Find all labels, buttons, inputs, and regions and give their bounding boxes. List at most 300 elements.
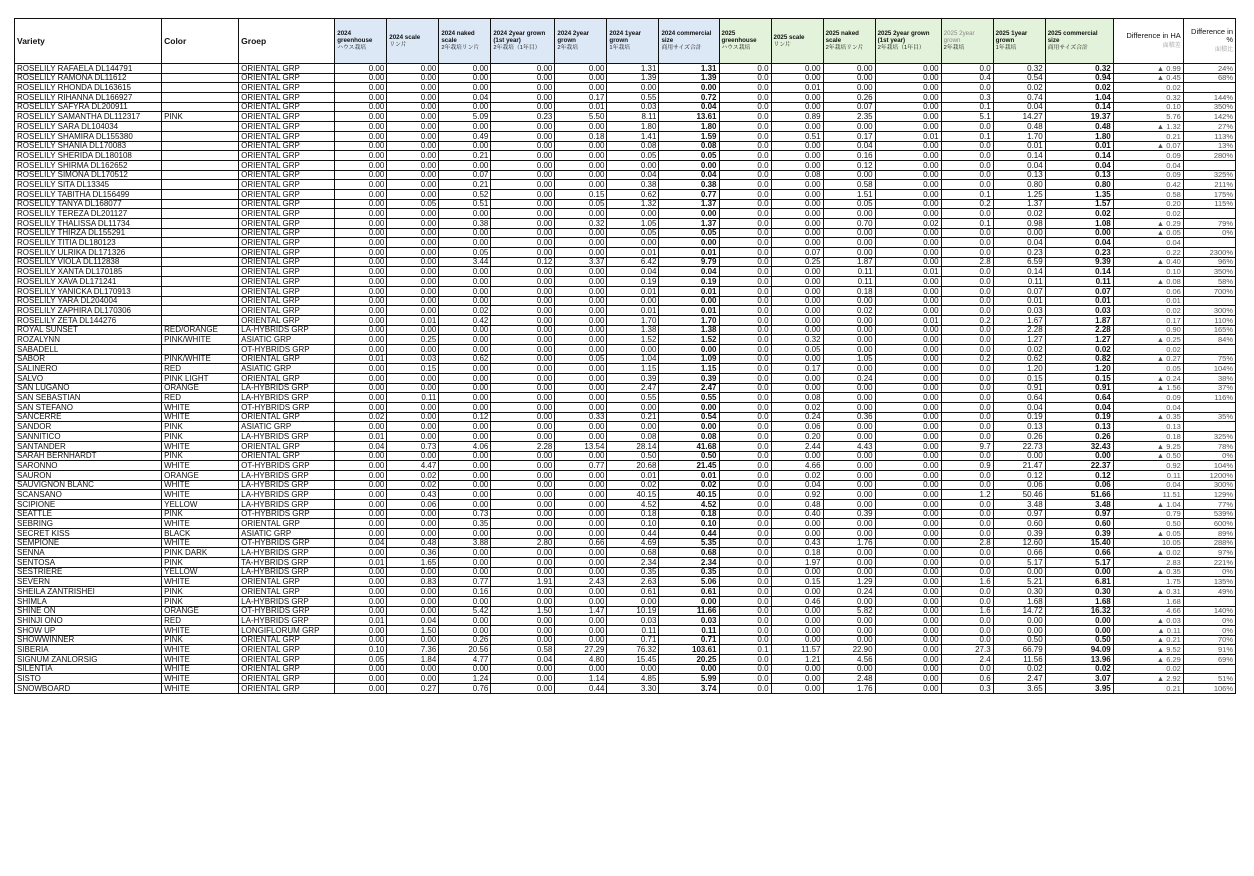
1year-2024-cell[interactable]: 0.02 [607, 480, 659, 490]
variety-cell[interactable]: SILENTIA [15, 664, 162, 674]
greenhouse-2025-cell[interactable]: 0.0 [719, 286, 771, 296]
scale-2025-cell[interactable]: 0.00 [771, 383, 823, 393]
color-cell[interactable] [162, 257, 239, 267]
variety-cell[interactable]: ROSELILY VIOLA DL112838 [15, 257, 162, 267]
2year-2024-cell[interactable]: 0.00 [555, 160, 607, 170]
difference-pct-cell[interactable]: 104% [1183, 461, 1235, 471]
variety-cell[interactable]: ROSELILY SIMONA DL170512 [15, 170, 162, 180]
naked-scale-2024-cell[interactable]: 5.42 [439, 606, 491, 616]
greenhouse-2025-cell[interactable]: 0.0 [719, 354, 771, 364]
scale-2025-cell[interactable]: 0.00 [771, 286, 823, 296]
groep-cell[interactable]: ORIENTAL GRP [239, 635, 335, 645]
commercial-2024-cell[interactable]: 1.37 [659, 199, 719, 209]
variety-cell[interactable]: SALINERO [15, 364, 162, 374]
difference-ha-cell[interactable]: 0.20 [1113, 199, 1183, 209]
2year-2025-cell[interactable]: 0.0 [941, 664, 993, 674]
commercial-2024-cell[interactable]: 0.11 [659, 625, 719, 635]
header-variety[interactable]: Variety [15, 19, 162, 64]
commercial-2024-cell[interactable]: 0.04 [659, 267, 719, 277]
variety-cell[interactable]: SEVERN [15, 577, 162, 587]
1year-2024-cell[interactable]: 0.00 [607, 296, 659, 306]
variety-cell[interactable]: ROSELILY THALISSA DL11734 [15, 219, 162, 229]
greenhouse-2025-cell[interactable]: 0.0 [719, 180, 771, 190]
variety-cell[interactable]: SENNA [15, 548, 162, 558]
2year-first-2024-cell[interactable]: 1.50 [491, 606, 555, 616]
2year-2024-cell[interactable]: 0.32 [555, 219, 607, 229]
commercial-2024-cell[interactable]: 21.45 [659, 461, 719, 471]
groep-cell[interactable]: ORIENTAL GRP [239, 354, 335, 364]
1year-2025-cell[interactable]: 0.91 [993, 383, 1045, 393]
header-difference-pct[interactable]: Difference in % 面積比 [1183, 19, 1235, 64]
1year-2024-cell[interactable]: 1.80 [607, 122, 659, 132]
2year-first-2024-cell[interactable]: 0.00 [491, 131, 555, 141]
commercial-2024-cell[interactable]: 0.00 [659, 596, 719, 606]
color-cell[interactable] [162, 209, 239, 219]
naked-scale-2025-cell[interactable]: 0.00 [823, 122, 875, 132]
commercial-2024-cell[interactable]: 0.10 [659, 519, 719, 529]
1year-2024-cell[interactable]: 0.00 [607, 596, 659, 606]
greenhouse-2024-cell[interactable]: 0.00 [335, 267, 387, 277]
difference-pct-cell[interactable]: 27% [1183, 122, 1235, 132]
1year-2024-cell[interactable]: 28.14 [607, 441, 659, 451]
2year-first-2024-cell[interactable]: 0.00 [491, 674, 555, 684]
1year-2025-cell[interactable]: 0.12 [993, 470, 1045, 480]
greenhouse-2025-cell[interactable]: 0.0 [719, 664, 771, 674]
scale-2024-cell[interactable]: 0.00 [387, 451, 439, 461]
commercial-2024-cell[interactable]: 41.68 [659, 441, 719, 451]
scale-2024-cell[interactable]: 0.27 [387, 684, 439, 694]
2year-2025-cell[interactable]: 0.0 [941, 499, 993, 509]
naked-scale-2025-cell[interactable]: 1.05 [823, 354, 875, 364]
2year-first-2025-cell[interactable]: 0.00 [875, 83, 941, 93]
2year-first-2025-cell[interactable]: 0.00 [875, 480, 941, 490]
commercial-2024-cell[interactable]: 0.04 [659, 170, 719, 180]
difference-pct-cell[interactable]: 325% [1183, 170, 1235, 180]
naked-scale-2025-cell[interactable]: 0.00 [823, 248, 875, 258]
2year-2025-cell[interactable]: 1.2 [941, 490, 993, 500]
2year-first-2024-cell[interactable]: 0.00 [491, 248, 555, 258]
1year-2024-cell[interactable]: 2.47 [607, 383, 659, 393]
1year-2025-cell[interactable]: 1.20 [993, 364, 1045, 374]
naked-scale-2025-cell[interactable]: 0.04 [823, 141, 875, 151]
difference-ha-cell[interactable]: ▲ 1.56 [1113, 383, 1183, 393]
difference-ha-cell[interactable]: 0.04 [1113, 480, 1183, 490]
difference-pct-cell[interactable]: 1200% [1183, 470, 1235, 480]
naked-scale-2024-cell[interactable]: 0.00 [439, 238, 491, 248]
2year-first-2024-cell[interactable]: 0.00 [491, 412, 555, 422]
greenhouse-2024-cell[interactable]: 0.10 [335, 645, 387, 655]
groep-cell[interactable]: OT-HYBRIDS GRP [239, 538, 335, 548]
naked-scale-2024-cell[interactable]: 0.00 [439, 422, 491, 432]
difference-pct-cell[interactable] [1183, 83, 1235, 93]
2year-2024-cell[interactable]: 0.00 [555, 587, 607, 597]
2year-2024-cell[interactable]: 0.00 [555, 616, 607, 626]
naked-scale-2024-cell[interactable]: 0.00 [439, 403, 491, 413]
greenhouse-2024-cell[interactable]: 0.00 [335, 684, 387, 694]
greenhouse-2024-cell[interactable]: 0.00 [335, 577, 387, 587]
greenhouse-2024-cell[interactable]: 0.00 [335, 296, 387, 306]
1year-2025-cell[interactable]: 0.00 [993, 625, 1045, 635]
2year-2024-cell[interactable]: 0.00 [555, 422, 607, 432]
commercial-2024-cell[interactable]: 0.00 [659, 83, 719, 93]
greenhouse-2024-cell[interactable]: 0.00 [335, 529, 387, 539]
2year-2024-cell[interactable]: 0.00 [555, 664, 607, 674]
greenhouse-2025-cell[interactable]: 0.0 [719, 441, 771, 451]
2year-2024-cell[interactable]: 0.00 [555, 286, 607, 296]
difference-pct-cell[interactable]: 24% [1183, 64, 1235, 74]
2year-first-2024-cell[interactable]: 0.00 [491, 170, 555, 180]
greenhouse-2024-cell[interactable]: 0.00 [335, 451, 387, 461]
groep-cell[interactable]: OT-HYBRIDS GRP [239, 403, 335, 413]
greenhouse-2025-cell[interactable]: 0.0 [719, 635, 771, 645]
greenhouse-2025-cell[interactable]: 0.0 [719, 257, 771, 267]
2year-2025-cell[interactable]: 0.0 [941, 558, 993, 568]
commercial-2025-cell[interactable]: 1.08 [1045, 219, 1113, 229]
greenhouse-2024-cell[interactable]: 0.00 [335, 335, 387, 345]
2year-first-2025-cell[interactable]: 0.01 [875, 131, 941, 141]
scale-2024-cell[interactable]: 0.00 [387, 73, 439, 83]
commercial-2025-cell[interactable]: 0.50 [1045, 635, 1113, 645]
commercial-2024-cell[interactable]: 1.37 [659, 219, 719, 229]
color-cell[interactable] [162, 306, 239, 316]
commercial-2024-cell[interactable]: 0.77 [659, 189, 719, 199]
groep-cell[interactable]: OT-HYBRIDS GRP [239, 461, 335, 471]
difference-pct-cell[interactable] [1183, 596, 1235, 606]
groep-cell[interactable]: ORIENTAL GRP [239, 306, 335, 316]
scale-2025-cell[interactable]: 0.00 [771, 238, 823, 248]
color-cell[interactable]: PINK LIGHT [162, 374, 239, 384]
2year-first-2024-cell[interactable]: 0.00 [491, 684, 555, 694]
naked-scale-2025-cell[interactable]: 0.24 [823, 374, 875, 384]
2year-2024-cell[interactable]: 0.00 [555, 509, 607, 519]
scale-2025-cell[interactable]: 0.32 [771, 335, 823, 345]
naked-scale-2024-cell[interactable]: 0.00 [439, 432, 491, 442]
2year-first-2024-cell[interactable]: 0.00 [491, 296, 555, 306]
2year-2025-cell[interactable]: 0.9 [941, 461, 993, 471]
greenhouse-2025-cell[interactable]: 0.0 [719, 344, 771, 354]
color-cell[interactable]: RED [162, 393, 239, 403]
difference-pct-cell[interactable] [1183, 296, 1235, 306]
1year-2024-cell[interactable]: 0.21 [607, 412, 659, 422]
scale-2025-cell[interactable]: 0.15 [771, 577, 823, 587]
greenhouse-2025-cell[interactable]: 0.0 [719, 567, 771, 577]
2year-first-2024-cell[interactable]: 0.00 [491, 403, 555, 413]
2year-2025-cell[interactable]: 1.6 [941, 606, 993, 616]
difference-ha-cell[interactable]: 0.13 [1113, 422, 1183, 432]
variety-cell[interactable]: SCIPIONE [15, 499, 162, 509]
color-cell[interactable]: ORANGE [162, 383, 239, 393]
header-2025-2year-first[interactable]: 2025 2year grown (1st year) 2年栽培（1年目） [875, 19, 941, 64]
greenhouse-2024-cell[interactable]: 0.00 [335, 228, 387, 238]
naked-scale-2024-cell[interactable]: 0.00 [439, 567, 491, 577]
scale-2025-cell[interactable]: 0.00 [771, 228, 823, 238]
groep-cell[interactable]: ORIENTAL GRP [239, 267, 335, 277]
greenhouse-2024-cell[interactable]: 0.04 [335, 538, 387, 548]
groep-cell[interactable]: LA-HYBRIDS GRP [239, 616, 335, 626]
1year-2024-cell[interactable]: 0.55 [607, 393, 659, 403]
2year-first-2024-cell[interactable]: 0.00 [491, 509, 555, 519]
naked-scale-2025-cell[interactable]: 0.00 [823, 499, 875, 509]
commercial-2025-cell[interactable]: 0.07 [1045, 286, 1113, 296]
1year-2025-cell[interactable]: 0.26 [993, 432, 1045, 442]
2year-first-2025-cell[interactable]: 0.00 [875, 587, 941, 597]
difference-ha-cell[interactable]: ▲ 0.99 [1113, 64, 1183, 74]
greenhouse-2025-cell[interactable]: 0.0 [719, 393, 771, 403]
1year-2025-cell[interactable]: 14.27 [993, 112, 1045, 122]
color-cell[interactable] [162, 141, 239, 151]
difference-pct-cell[interactable]: 35% [1183, 412, 1235, 422]
greenhouse-2024-cell[interactable]: 0.00 [335, 587, 387, 597]
naked-scale-2024-cell[interactable]: 0.00 [439, 122, 491, 132]
variety-cell[interactable]: SANDOR [15, 422, 162, 432]
header-2025-2year[interactable]: 2025 2year grown 2年栽培 [941, 19, 993, 64]
2year-first-2024-cell[interactable]: 0.00 [491, 151, 555, 161]
greenhouse-2025-cell[interactable]: 0.0 [719, 422, 771, 432]
commercial-2025-cell[interactable]: 1.27 [1045, 335, 1113, 345]
commercial-2024-cell[interactable]: 0.04 [659, 102, 719, 112]
difference-ha-cell[interactable]: 0.10 [1113, 102, 1183, 112]
greenhouse-2025-cell[interactable]: 0.0 [719, 306, 771, 316]
commercial-2025-cell[interactable]: 13.96 [1045, 654, 1113, 664]
2year-2025-cell[interactable]: 0.0 [941, 422, 993, 432]
1year-2024-cell[interactable]: 6.42 [607, 257, 659, 267]
header-2024-commercial[interactable]: 2024 commercial size 商用サイズ合計 [659, 19, 719, 64]
naked-scale-2025-cell[interactable]: 0.11 [823, 267, 875, 277]
2year-first-2024-cell[interactable]: 0.00 [491, 625, 555, 635]
1year-2025-cell[interactable]: 3.48 [993, 499, 1045, 509]
2year-2024-cell[interactable]: 0.00 [555, 73, 607, 83]
2year-2025-cell[interactable]: 0.2 [941, 354, 993, 364]
difference-pct-cell[interactable]: 113% [1183, 131, 1235, 141]
2year-first-2025-cell[interactable]: 0.00 [875, 73, 941, 83]
commercial-2025-cell[interactable]: 0.02 [1045, 344, 1113, 354]
difference-ha-cell[interactable]: 0.09 [1113, 393, 1183, 403]
scale-2025-cell[interactable]: 0.00 [771, 529, 823, 539]
1year-2025-cell[interactable]: 0.06 [993, 480, 1045, 490]
1year-2025-cell[interactable]: 1.37 [993, 199, 1045, 209]
commercial-2025-cell[interactable]: 51.66 [1045, 490, 1113, 500]
commercial-2024-cell[interactable]: 13.61 [659, 112, 719, 122]
1year-2025-cell[interactable]: 0.04 [993, 238, 1045, 248]
commercial-2025-cell[interactable]: 0.04 [1045, 403, 1113, 413]
2year-first-2024-cell[interactable]: 0.00 [491, 596, 555, 606]
color-cell[interactable] [162, 286, 239, 296]
groep-cell[interactable]: ORIENTAL GRP [239, 151, 335, 161]
greenhouse-2024-cell[interactable]: 0.00 [335, 315, 387, 325]
difference-ha-cell[interactable]: 0.06 [1113, 286, 1183, 296]
naked-scale-2025-cell[interactable]: 4.43 [823, 441, 875, 451]
variety-cell[interactable]: SENTOSA [15, 558, 162, 568]
greenhouse-2025-cell[interactable]: 0.0 [719, 335, 771, 345]
scale-2024-cell[interactable]: 0.00 [387, 93, 439, 103]
2year-2024-cell[interactable]: 5.50 [555, 112, 607, 122]
groep-cell[interactable]: ORIENTAL GRP [239, 209, 335, 219]
naked-scale-2024-cell[interactable]: 0.00 [439, 625, 491, 635]
naked-scale-2025-cell[interactable]: 0.00 [823, 73, 875, 83]
greenhouse-2025-cell[interactable]: 0.0 [719, 519, 771, 529]
variety-cell[interactable]: SALVO [15, 374, 162, 384]
naked-scale-2025-cell[interactable]: 0.00 [823, 461, 875, 471]
greenhouse-2024-cell[interactable]: 0.00 [335, 422, 387, 432]
1year-2025-cell[interactable]: 0.13 [993, 170, 1045, 180]
greenhouse-2025-cell[interactable]: 0.0 [719, 93, 771, 103]
difference-ha-cell[interactable]: 0.01 [1113, 296, 1183, 306]
naked-scale-2025-cell[interactable]: 0.00 [823, 383, 875, 393]
1year-2025-cell[interactable]: 0.66 [993, 548, 1045, 558]
2year-2025-cell[interactable]: 0.0 [941, 616, 993, 626]
difference-pct-cell[interactable]: 106% [1183, 684, 1235, 694]
1year-2025-cell[interactable]: 0.01 [993, 296, 1045, 306]
2year-first-2025-cell[interactable]: 0.00 [875, 141, 941, 151]
2year-2024-cell[interactable]: 0.00 [555, 267, 607, 277]
1year-2024-cell[interactable]: 1.38 [607, 325, 659, 335]
difference-ha-cell[interactable]: ▲ 0.40 [1113, 257, 1183, 267]
greenhouse-2024-cell[interactable]: 0.00 [335, 499, 387, 509]
naked-scale-2024-cell[interactable]: 0.05 [439, 248, 491, 258]
2year-2024-cell[interactable]: 0.00 [555, 64, 607, 74]
naked-scale-2025-cell[interactable]: 0.36 [823, 412, 875, 422]
scale-2024-cell[interactable]: 0.00 [387, 529, 439, 539]
1year-2025-cell[interactable]: 0.60 [993, 519, 1045, 529]
commercial-2024-cell[interactable]: 0.61 [659, 587, 719, 597]
commercial-2024-cell[interactable]: 0.02 [659, 480, 719, 490]
greenhouse-2024-cell[interactable]: 0.00 [335, 102, 387, 112]
color-cell[interactable]: PINK [162, 635, 239, 645]
2year-first-2024-cell[interactable]: 0.00 [491, 461, 555, 471]
2year-2024-cell[interactable]: 0.00 [555, 490, 607, 500]
naked-scale-2025-cell[interactable]: 2.35 [823, 112, 875, 122]
naked-scale-2024-cell[interactable]: 1.24 [439, 674, 491, 684]
1year-2025-cell[interactable]: 0.01 [993, 141, 1045, 151]
scale-2025-cell[interactable]: 0.00 [771, 306, 823, 316]
difference-pct-cell[interactable]: 288% [1183, 538, 1235, 548]
header-difference-ha[interactable]: Difference in HA 面積差 [1113, 19, 1183, 64]
naked-scale-2024-cell[interactable]: 0.00 [439, 325, 491, 335]
2year-first-2024-cell[interactable]: 0.58 [491, 645, 555, 655]
2year-2025-cell[interactable]: 0.0 [941, 625, 993, 635]
variety-cell[interactable]: SHOWWINNER [15, 635, 162, 645]
2year-2024-cell[interactable]: 1.14 [555, 674, 607, 684]
groep-cell[interactable]: ORIENTAL GRP [239, 674, 335, 684]
scale-2025-cell[interactable]: 0.00 [771, 160, 823, 170]
difference-pct-cell[interactable]: 0% [1183, 616, 1235, 626]
2year-first-2025-cell[interactable]: 0.01 [875, 267, 941, 277]
1year-2024-cell[interactable]: 1.70 [607, 315, 659, 325]
2year-first-2024-cell[interactable]: 0.00 [491, 480, 555, 490]
difference-ha-cell[interactable]: ▲ 0.29 [1113, 219, 1183, 229]
2year-first-2025-cell[interactable]: 0.00 [875, 228, 941, 238]
scale-2024-cell[interactable]: 0.00 [387, 325, 439, 335]
color-cell[interactable] [162, 151, 239, 161]
scale-2025-cell[interactable]: 0.00 [771, 315, 823, 325]
1year-2025-cell[interactable]: 0.80 [993, 180, 1045, 190]
commercial-2024-cell[interactable]: 5.35 [659, 538, 719, 548]
scale-2025-cell[interactable]: 0.00 [771, 567, 823, 577]
greenhouse-2024-cell[interactable]: 0.00 [335, 393, 387, 403]
commercial-2025-cell[interactable]: 0.03 [1045, 306, 1113, 316]
scale-2024-cell[interactable]: 0.00 [387, 170, 439, 180]
2year-2024-cell[interactable]: 2.43 [555, 577, 607, 587]
2year-first-2025-cell[interactable]: 0.00 [875, 558, 941, 568]
1year-2025-cell[interactable]: 0.39 [993, 529, 1045, 539]
1year-2025-cell[interactable]: 0.03 [993, 306, 1045, 316]
1year-2024-cell[interactable]: 0.05 [607, 151, 659, 161]
difference-pct-cell[interactable]: 700% [1183, 286, 1235, 296]
1year-2025-cell[interactable]: 0.74 [993, 93, 1045, 103]
2year-2025-cell[interactable]: 0.0 [941, 432, 993, 442]
naked-scale-2025-cell[interactable]: 0.00 [823, 558, 875, 568]
naked-scale-2025-cell[interactable]: 0.00 [823, 325, 875, 335]
2year-first-2025-cell[interactable]: 0.00 [875, 441, 941, 451]
greenhouse-2024-cell[interactable]: 0.00 [335, 567, 387, 577]
naked-scale-2024-cell[interactable]: 0.16 [439, 587, 491, 597]
scale-2024-cell[interactable]: 0.00 [387, 306, 439, 316]
2year-first-2024-cell[interactable]: 0.00 [491, 189, 555, 199]
greenhouse-2025-cell[interactable]: 0.0 [719, 219, 771, 229]
greenhouse-2025-cell[interactable]: 0.0 [719, 470, 771, 480]
variety-cell[interactable]: ROSELILY ULRIKA DL171326 [15, 248, 162, 258]
1year-2025-cell[interactable]: 0.04 [993, 102, 1045, 112]
naked-scale-2024-cell[interactable]: 0.00 [439, 141, 491, 151]
greenhouse-2024-cell[interactable]: 0.00 [335, 199, 387, 209]
1year-2025-cell[interactable]: 0.11 [993, 277, 1045, 287]
2year-first-2025-cell[interactable]: 0.00 [875, 112, 941, 122]
naked-scale-2024-cell[interactable]: 0.07 [439, 170, 491, 180]
difference-pct-cell[interactable]: 0% [1183, 451, 1235, 461]
2year-2025-cell[interactable]: 0.3 [941, 684, 993, 694]
difference-ha-cell[interactable]: ▲ 0.05 [1113, 529, 1183, 539]
2year-2025-cell[interactable]: 0.0 [941, 238, 993, 248]
difference-pct-cell[interactable]: 69% [1183, 654, 1235, 664]
2year-2024-cell[interactable]: 27.29 [555, 645, 607, 655]
greenhouse-2024-cell[interactable]: 0.00 [335, 461, 387, 471]
difference-pct-cell[interactable]: 110% [1183, 315, 1235, 325]
difference-pct-cell[interactable]: 300% [1183, 480, 1235, 490]
color-cell[interactable]: WHITE [162, 577, 239, 587]
1year-2025-cell[interactable]: 0.13 [993, 422, 1045, 432]
difference-ha-cell[interactable]: ▲ 0.02 [1113, 548, 1183, 558]
difference-ha-cell[interactable]: 0.09 [1113, 151, 1183, 161]
scale-2025-cell[interactable]: 0.00 [771, 102, 823, 112]
2year-2025-cell[interactable]: 0.0 [941, 374, 993, 384]
greenhouse-2025-cell[interactable]: 0.0 [719, 199, 771, 209]
1year-2025-cell[interactable]: 1.27 [993, 335, 1045, 345]
2year-2025-cell[interactable]: 0.0 [941, 325, 993, 335]
groep-cell[interactable]: LA-HYBRIDS GRP [239, 548, 335, 558]
color-cell[interactable]: WHITE [162, 519, 239, 529]
difference-pct-cell[interactable]: 350% [1183, 102, 1235, 112]
color-cell[interactable]: ORANGE [162, 606, 239, 616]
1year-2024-cell[interactable]: 1.41 [607, 131, 659, 141]
naked-scale-2024-cell[interactable]: 0.00 [439, 480, 491, 490]
1year-2025-cell[interactable]: 0.02 [993, 344, 1045, 354]
scale-2025-cell[interactable]: 0.08 [771, 393, 823, 403]
2year-first-2024-cell[interactable]: 0.00 [491, 519, 555, 529]
2year-first-2025-cell[interactable]: 0.00 [875, 151, 941, 161]
difference-ha-cell[interactable]: 4.66 [1113, 606, 1183, 616]
variety-cell[interactable]: SECRET KISS [15, 529, 162, 539]
commercial-2024-cell[interactable]: 0.03 [659, 616, 719, 626]
commercial-2025-cell[interactable]: 0.00 [1045, 567, 1113, 577]
scale-2024-cell[interactable]: 0.00 [387, 257, 439, 267]
difference-pct-cell[interactable] [1183, 422, 1235, 432]
variety-cell[interactable]: SAN SEBASTIAN [15, 393, 162, 403]
difference-ha-cell[interactable]: 0.02 [1113, 209, 1183, 219]
1year-2024-cell[interactable]: 0.35 [607, 567, 659, 577]
2year-first-2025-cell[interactable]: 0.00 [875, 606, 941, 616]
naked-scale-2025-cell[interactable]: 1.76 [823, 538, 875, 548]
naked-scale-2024-cell[interactable]: 0.00 [439, 73, 491, 83]
